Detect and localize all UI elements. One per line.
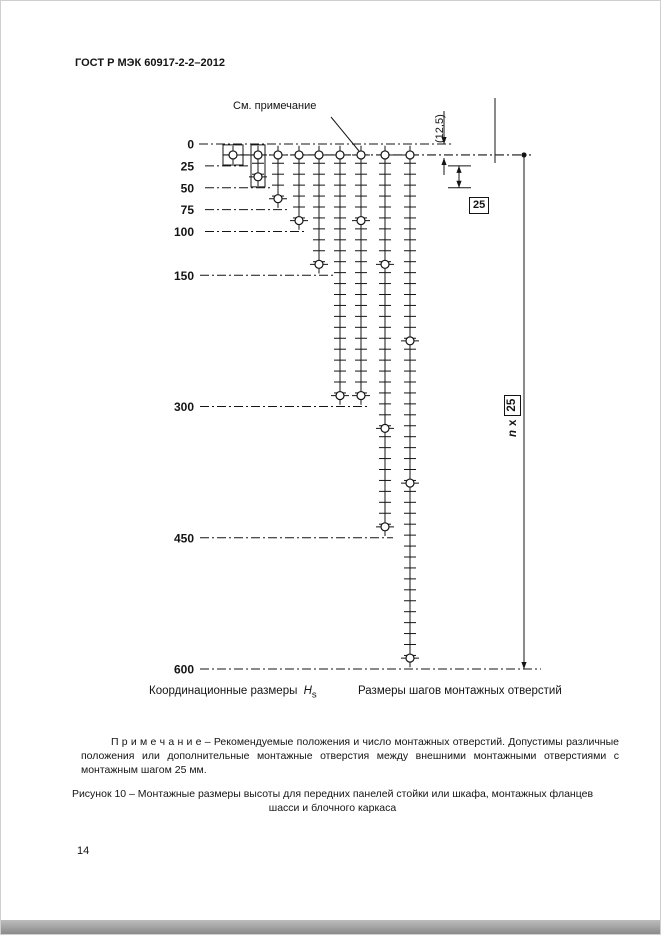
axis-label: 50: [180, 181, 194, 196]
mounting-hole-icon: [406, 337, 414, 345]
mounting-hole-icon: [357, 151, 365, 159]
axis-label: 450: [173, 531, 194, 546]
mounting-hole-icon: [406, 151, 414, 159]
panel-column: [352, 146, 370, 405]
panel-column: [269, 146, 287, 208]
caption-left-text: Координационные размеры: [149, 685, 298, 697]
n-variable: n: [506, 429, 519, 437]
axis-label: 0: [187, 137, 194, 152]
panel-column: [249, 145, 267, 187]
panel-column: [401, 146, 419, 668]
note-text: – Рекомендуемые положения и число монтажных отверстий. Допустимы различные положения или дополнительные монтажные отверстия между внешними монтажными отверстиями с монтажным шагом 25 мм.: [81, 736, 619, 776]
mounting-hole-icon: [315, 260, 323, 268]
panel-column: [290, 146, 308, 230]
mounting-hole-icon: [315, 151, 323, 159]
dimension-25: [448, 166, 471, 188]
page-bottom-edge: [1, 920, 660, 934]
mounting-hole-icon: [254, 173, 262, 181]
see-note-leader: [331, 117, 359, 151]
mounting-hole-icon: [381, 424, 389, 432]
mounting-hole-icon: [295, 151, 303, 159]
see-note-label: См. примечание: [233, 100, 317, 112]
mounting-hole-icon: [406, 654, 414, 662]
dimension-n-x-25-label: [504, 395, 521, 437]
mounting-hole-icon: [406, 479, 414, 487]
panel-column: [310, 146, 328, 274]
mounting-hole-icon: [357, 217, 365, 225]
axis-label: 150: [173, 268, 194, 283]
page-number: 14: [77, 845, 90, 857]
dimension-n-x-25: [521, 152, 526, 669]
mounting-hole-icon: [381, 523, 389, 531]
times-sign: x: [506, 419, 519, 426]
document-header: ГОСТ Р МЭК 60917-2-2–2012: [75, 57, 225, 69]
mounting-hole-icon: [295, 217, 303, 225]
n-pitch-value-box: 25: [504, 395, 521, 416]
caption-left-variable: H: [303, 685, 312, 697]
dimension-12-5-label: (12,5): [434, 114, 446, 143]
mounting-hole-icon: [336, 151, 344, 159]
axis-label: 300: [173, 400, 194, 414]
mounting-hole-icon: [357, 392, 365, 400]
caption-hole-pitch: Размеры шагов монтажных отверстий: [358, 685, 562, 697]
dimension-endpoint-dot: [521, 152, 526, 157]
mounting-hole-icon: [274, 151, 282, 159]
panel-column: [223, 145, 243, 165]
note-paragraph: [81, 736, 619, 778]
dimension-12-5: [441, 98, 495, 175]
mounting-hole-icon: [229, 151, 237, 159]
axis-label: 100: [173, 225, 194, 239]
dimension-25-box: 25: [469, 197, 489, 214]
mounting-hole-icon: [254, 151, 262, 159]
axis-label: 75: [180, 203, 194, 218]
mounting-hole-icon: [381, 151, 389, 159]
figure-caption: Рисунок 10 – Монтажные размеры высоты для передних панелей стойки или шкафа, монтажных фланцев шасси и блочного каркаса: [71, 788, 594, 815]
mounting-hole-icon: [381, 260, 389, 268]
mounting-hole-icon: [274, 195, 282, 203]
panel-column: [376, 146, 394, 536]
panel-column: [331, 146, 349, 405]
mounting-hole-icon: [336, 392, 344, 400]
note-label: П р и м е ч а н и е: [111, 736, 202, 748]
caption-left-subscript: s: [311, 689, 317, 701]
axis-label: 600: [173, 662, 194, 677]
axis-label: 25: [180, 159, 194, 174]
caption-coordination-dimensions: [149, 685, 317, 700]
